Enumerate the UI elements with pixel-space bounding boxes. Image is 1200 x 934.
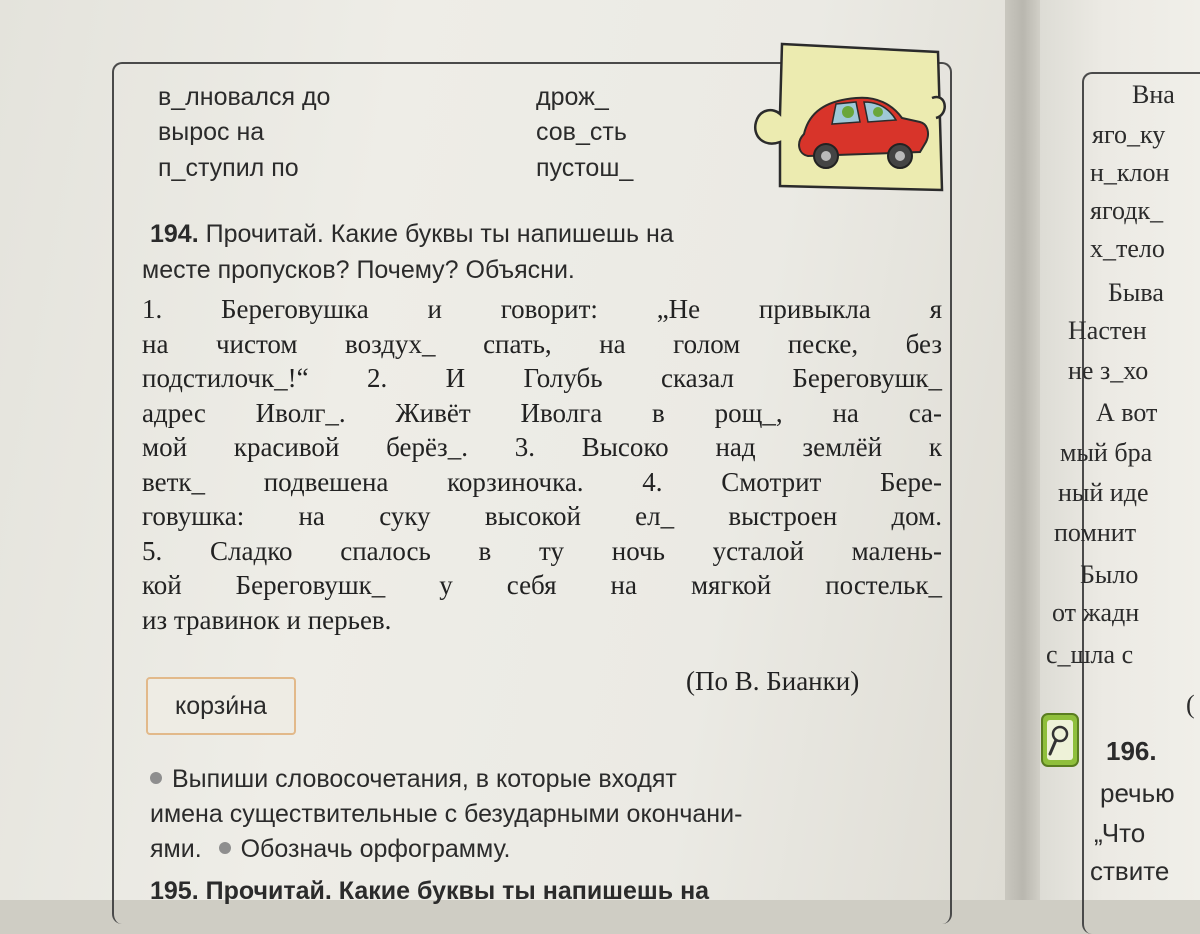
right-text-line: с_шла с xyxy=(1046,640,1134,669)
text-line: говушка: на суку высокой ел_ выстроен дом. xyxy=(142,501,942,531)
vocabulary-word: корзи́на xyxy=(175,691,267,720)
right-text-line: х_тело xyxy=(1090,234,1165,263)
right-text-line: не з_хо xyxy=(1068,356,1149,385)
text-source: (По В. Бианки) xyxy=(686,666,860,696)
right-text-line: ный иде xyxy=(1058,478,1149,507)
vocabulary-word-box xyxy=(146,677,296,735)
right-text-line: от жадн xyxy=(1052,598,1140,627)
right-text-line: А вот xyxy=(1096,398,1158,427)
task-line-1: Выпиши словосочетания, в которые входят xyxy=(150,762,950,796)
text-line: на чистом воздух_ спать, на голом песке, без xyxy=(142,328,942,359)
right-text-line: ( xyxy=(1186,690,1195,719)
text-line: подстилочк_!“ 2. И Голубь сказал Береговушк_ xyxy=(142,363,942,393)
text-line: адрес Иволг_. Живёт Иволга в рощ_, на са- xyxy=(142,397,942,428)
task-line-2: имена существительные с безударными окончани- xyxy=(150,800,743,828)
right-text-line: „Что xyxy=(1094,818,1146,848)
right-exercise-number: 196. xyxy=(1106,736,1157,766)
word-pair-right-1: дрож_ xyxy=(536,83,609,111)
book-gutter xyxy=(1005,0,1045,900)
right-text-line: Настен xyxy=(1068,316,1147,345)
right-text-line: Было xyxy=(1080,560,1139,589)
word-pair-right-3: пустош_ xyxy=(536,154,634,182)
word-pair-left-1: в_лновался до xyxy=(158,83,331,111)
text-line: ветк_ подвешена корзиночка. 4. Смотрит Бере- xyxy=(142,466,942,497)
right-text-line: мый бра xyxy=(1060,438,1153,467)
text-line: из травинок и перьев. xyxy=(142,604,392,635)
exercise-number: 194. xyxy=(150,220,199,248)
task-line-3: ями. Обозначь орфограмму. xyxy=(150,835,511,863)
bullet-icon xyxy=(150,772,162,784)
exercise-195-fragment: 195. Прочитай. Какие буквы ты напишешь на xyxy=(150,877,710,905)
right-text-line: яго_ку xyxy=(1092,120,1166,149)
right-text-line: помнит xyxy=(1054,518,1137,547)
text-line: 1. Береговушка и говорит: „Не привыкла я xyxy=(142,294,942,324)
word-pair-left-2: вырос на xyxy=(158,118,265,146)
right-text-line: ствите xyxy=(1090,856,1170,886)
exercise-instruction-2: месте пропусков? Почему? Объясни. xyxy=(142,256,575,284)
text-line: мой красивой берёз_. 3. Высоко над землёй к xyxy=(142,432,942,462)
microphone-icon xyxy=(1040,712,1080,768)
word-pair-left-3: п_ступил по xyxy=(158,154,299,182)
bullet-icon xyxy=(219,842,231,854)
text-line: 5. Сладко спалось в ту ночь усталой малень- xyxy=(142,535,942,566)
right-text-line: Вна xyxy=(1132,80,1175,109)
word-pair-right-2: сов_сть xyxy=(536,118,627,146)
text-line: кой Береговушк_ у себя на мягкой постельк_ xyxy=(142,570,942,600)
right-text-line: Быва xyxy=(1108,278,1164,307)
exercise-194-heading xyxy=(150,220,674,249)
exercise-text xyxy=(142,292,942,637)
exercise-instruction-1: Прочитай. Какие буквы ты напишешь на xyxy=(205,220,674,248)
puzzle-car-illustration xyxy=(752,38,948,196)
right-text-line: речью xyxy=(1100,778,1175,808)
right-text-line: н_клон xyxy=(1090,158,1170,187)
right-text-line: ягодк_ xyxy=(1090,196,1164,225)
